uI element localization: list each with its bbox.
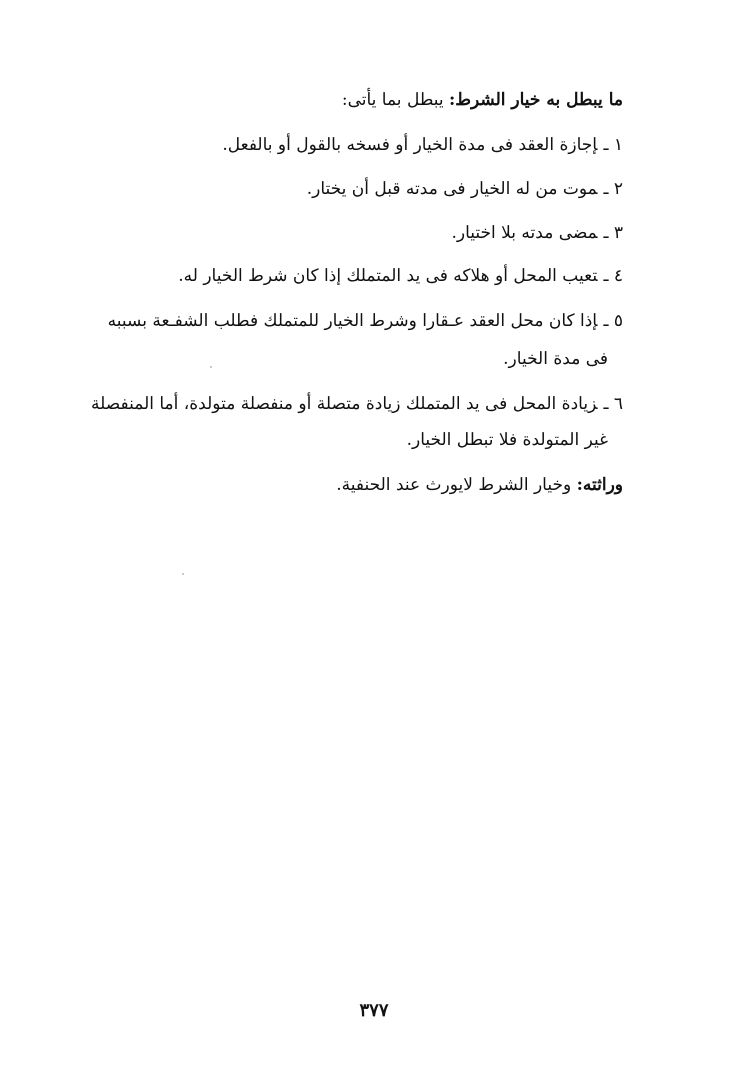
item-text: إذا كان محل العقد عـقارا وشرط الخيار للمتملك فطلب الشفـعة بسببه: [107, 311, 598, 331]
item-text: إجازة العقد فى مدة الخيار أو فسخه بالقول أو بالفعل.: [222, 135, 598, 155]
list-item: [222, 131, 623, 159]
scan-speck: [210, 366, 212, 368]
list-item: [108, 307, 623, 335]
item-number: ٢ ـ: [603, 179, 623, 199]
heading-bold: ما يبطل به خيار الشرط:: [449, 90, 623, 110]
heading-rest: يبطل بما يأتى:: [341, 90, 450, 110]
item-number: ٣ ـ: [603, 223, 623, 243]
inheritance-rest: وخيار الشرط لايورث عند الحنفية.: [336, 475, 577, 495]
item-number: ٦ ـ: [603, 394, 623, 414]
list-item-continuation: غير المتولدة فلا تبطل الخيار.: [406, 430, 608, 450]
item-number: ٤ ـ: [603, 266, 623, 286]
item-text: مضى مدته بلا اختيار.: [451, 223, 598, 243]
list-item: [91, 390, 623, 418]
item-text: زيادة المحل فى يد المتملك زيادة متصلة أو منفصلة متولدة، أما المنفصلة: [91, 394, 598, 414]
inheritance-bold: وراثته:: [576, 475, 623, 495]
item-number: ٥ ـ: [603, 311, 623, 331]
scan-speck: [182, 573, 184, 575]
page-number: ٣٧٧: [359, 1000, 389, 1021]
list-item: [307, 175, 623, 203]
item-text: موت من له الخيار فى مدته قبل أن يختار.: [306, 179, 598, 199]
item-number: ١ ـ: [603, 135, 623, 155]
list-item: [451, 219, 623, 247]
section-heading: [342, 86, 623, 114]
item-text: تعيب المحل أو هلاكه فى يد المتملك إذا كان شرط الخيار له.: [178, 266, 598, 286]
inheritance-paragraph: [336, 471, 623, 499]
list-item-continuation: فى مدة الخيار.: [503, 349, 608, 369]
list-item: [178, 262, 623, 290]
